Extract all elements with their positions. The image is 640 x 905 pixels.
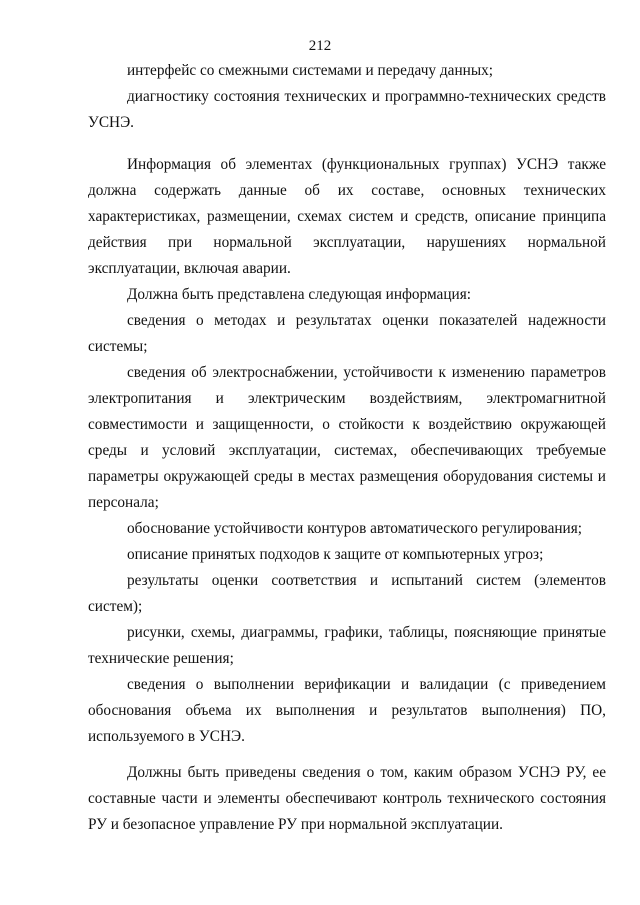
page-number: 212 xyxy=(308,38,332,54)
paragraph-regulation-stability: обоснование устойчивости контуров автоматического регулирования; xyxy=(127,520,583,537)
paragraph-power-supply: сведения об электроснабжении, устойчивости к изменению параметров электропитания и электрическим воздействиям, электромагнитной совместимости и защищенности, о стойкости к воздействию окружающей среды и условий эксплуатации, системах, обеспечивающих требуемые параметры окружающей среды в местах размещения оборудования системы и персонала; xyxy=(88,364,606,511)
paragraph-cyber-protection: описание принятых подходов к защите от компьютерных угроз; xyxy=(127,546,544,563)
document-body xyxy=(88,58,606,838)
paragraph-verification: сведения о выполнении верификации и валидации (с приведением обоснования объема их выполнения и результатов выполнения) ПО, используемого в УСНЭ. xyxy=(88,676,606,745)
paragraph-interface: интерфейс со смежными системами и передачу данных; xyxy=(127,62,494,79)
paragraph-required-info: Должна быть представлена следующая информация: xyxy=(127,286,472,303)
paragraph-conformity-results: результаты оценки соответствия и испытаний систем (элементов систем); xyxy=(88,572,606,615)
paragraph-element-info: Информация об элементах (функциональных группах) УСНЭ также должна содержать данные об их составе, основных технических характеристиках, размещении, схемах систем и средств, описание принципа действия при нормальной эксплуатации, нарушениях нормальной эксплуатации, включая аварии. xyxy=(88,156,606,277)
paragraph-figures-tables: рисунки, схемы, диаграммы, графики, таблицы, поясняющие принятые технические решения; xyxy=(88,624,606,667)
paragraph-control-safety: Должны быть приведены сведения о том, каким образом УСНЭ РУ, ее составные части и элементы обеспечивают контроль технического состояния РУ и безопасное управление РУ при нормальной эксплуатации. xyxy=(88,764,606,833)
paragraph-reliability: сведения о методах и результатах оценки показателей надежности системы; xyxy=(88,312,606,355)
paragraph-diagnostics: диагностику состояния технических и программно-технических средств УСНЭ. xyxy=(88,88,606,131)
